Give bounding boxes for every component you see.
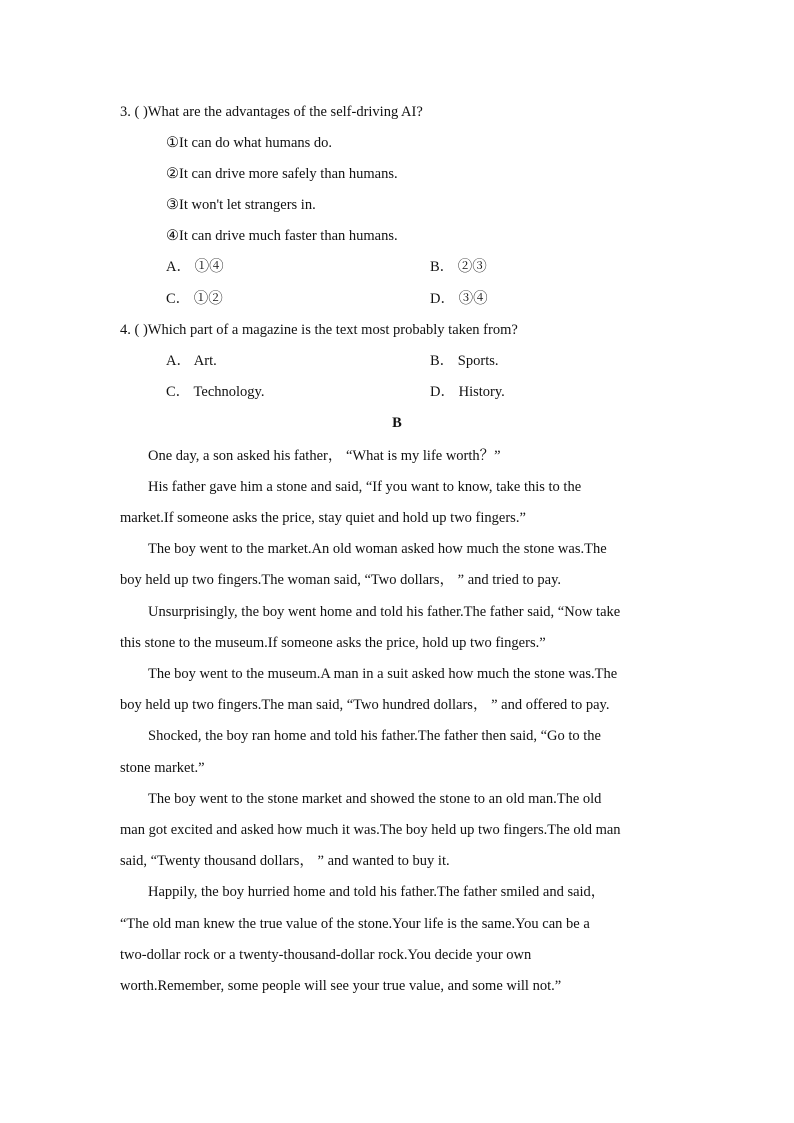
- passage-paragraph-3-line-2: boy held up two fingers.The woman said, “Two dollars， ” and tried to pay.: [120, 572, 561, 588]
- question-4-stem: 4. ( )Which part of a magazine is the text most probably taken from?: [120, 322, 518, 338]
- passage-paragraph-4-line-2: this stone to the museum.If someone asks the price, hold up two fingers.”: [120, 635, 546, 651]
- passage-paragraph-2-line-2: market.If someone asks the price, stay quiet and hold up two fingers.”: [120, 510, 526, 526]
- section-title: B: [392, 415, 402, 431]
- question-3-option-a: A． ①④: [166, 259, 224, 275]
- question-3-option-b: B． ②③: [430, 259, 487, 275]
- passage-paragraph-7-line-1: The boy went to the stone market and showed the stone to an old man.The old: [148, 791, 602, 807]
- passage-paragraph-8-line-1: Happily, the boy hurried home and told his father.The father smiled and said，: [148, 884, 606, 900]
- passage-paragraph-8-line-3: two-dollar rock or a twenty-thousand-dollar rock.You decide your own: [120, 947, 532, 963]
- passage-paragraph-8-line-4: worth.Remember, some people will see your true value, and some will not.”: [120, 978, 562, 994]
- question-3-statement-3: ③It won't let strangers in.: [166, 197, 316, 213]
- passage-paragraph-3-line-1: The boy went to the market.An old woman asked how much the stone was.The: [148, 541, 607, 557]
- question-3-option-d: D． ③④: [430, 291, 488, 307]
- passage-paragraph-6-line-2: stone market.”: [120, 760, 205, 776]
- passage-paragraph-7-line-3: said, “Twenty thousand dollars， ” and wanted to buy it.: [120, 853, 450, 869]
- passage-paragraph-4-line-1: Unsurprisingly, the boy went home and told his father.The father said, “Now take: [148, 604, 621, 620]
- question-4-option-d: D． History.: [430, 384, 505, 400]
- passage-paragraph-5-line-2: boy held up two fingers.The man said, “Two hundred dollars， ” and offered to pay.: [120, 697, 610, 713]
- question-3-statement-1: ①It can do what humans do.: [166, 135, 333, 151]
- question-3-statement-2: ②It can drive more safely than humans.: [166, 166, 398, 182]
- passage-paragraph-8-line-2: “The old man knew the true value of the stone.Your life is the same.You can be a: [120, 916, 590, 932]
- question-3-statement-4: ④It can drive much faster than humans.: [166, 228, 398, 244]
- question-4-option-a: A． Art.: [166, 353, 217, 369]
- passage-paragraph-2-line-1: His father gave him a stone and said, “If you want to know, take this to the: [148, 479, 582, 495]
- passage-paragraph-1: One day, a son asked his father， “What is my life worth？”: [148, 448, 501, 464]
- question-3-stem: 3. ( )What are the advantages of the self-driving AI?: [120, 104, 423, 120]
- passage-paragraph-5-line-1: The boy went to the museum.A man in a suit asked how much the stone was.The: [148, 666, 618, 682]
- question-4-option-c: C． Technology.: [166, 384, 265, 400]
- question-3-option-c: C． ①②: [166, 291, 223, 307]
- question-4-option-b: B． Sports.: [430, 353, 499, 369]
- passage-paragraph-6-line-1: Shocked, the boy ran home and told his father.The father then said, “Go to the: [148, 728, 601, 744]
- passage-paragraph-7-line-2: man got excited and asked how much it was.The boy held up two fingers.The old man: [120, 822, 621, 838]
